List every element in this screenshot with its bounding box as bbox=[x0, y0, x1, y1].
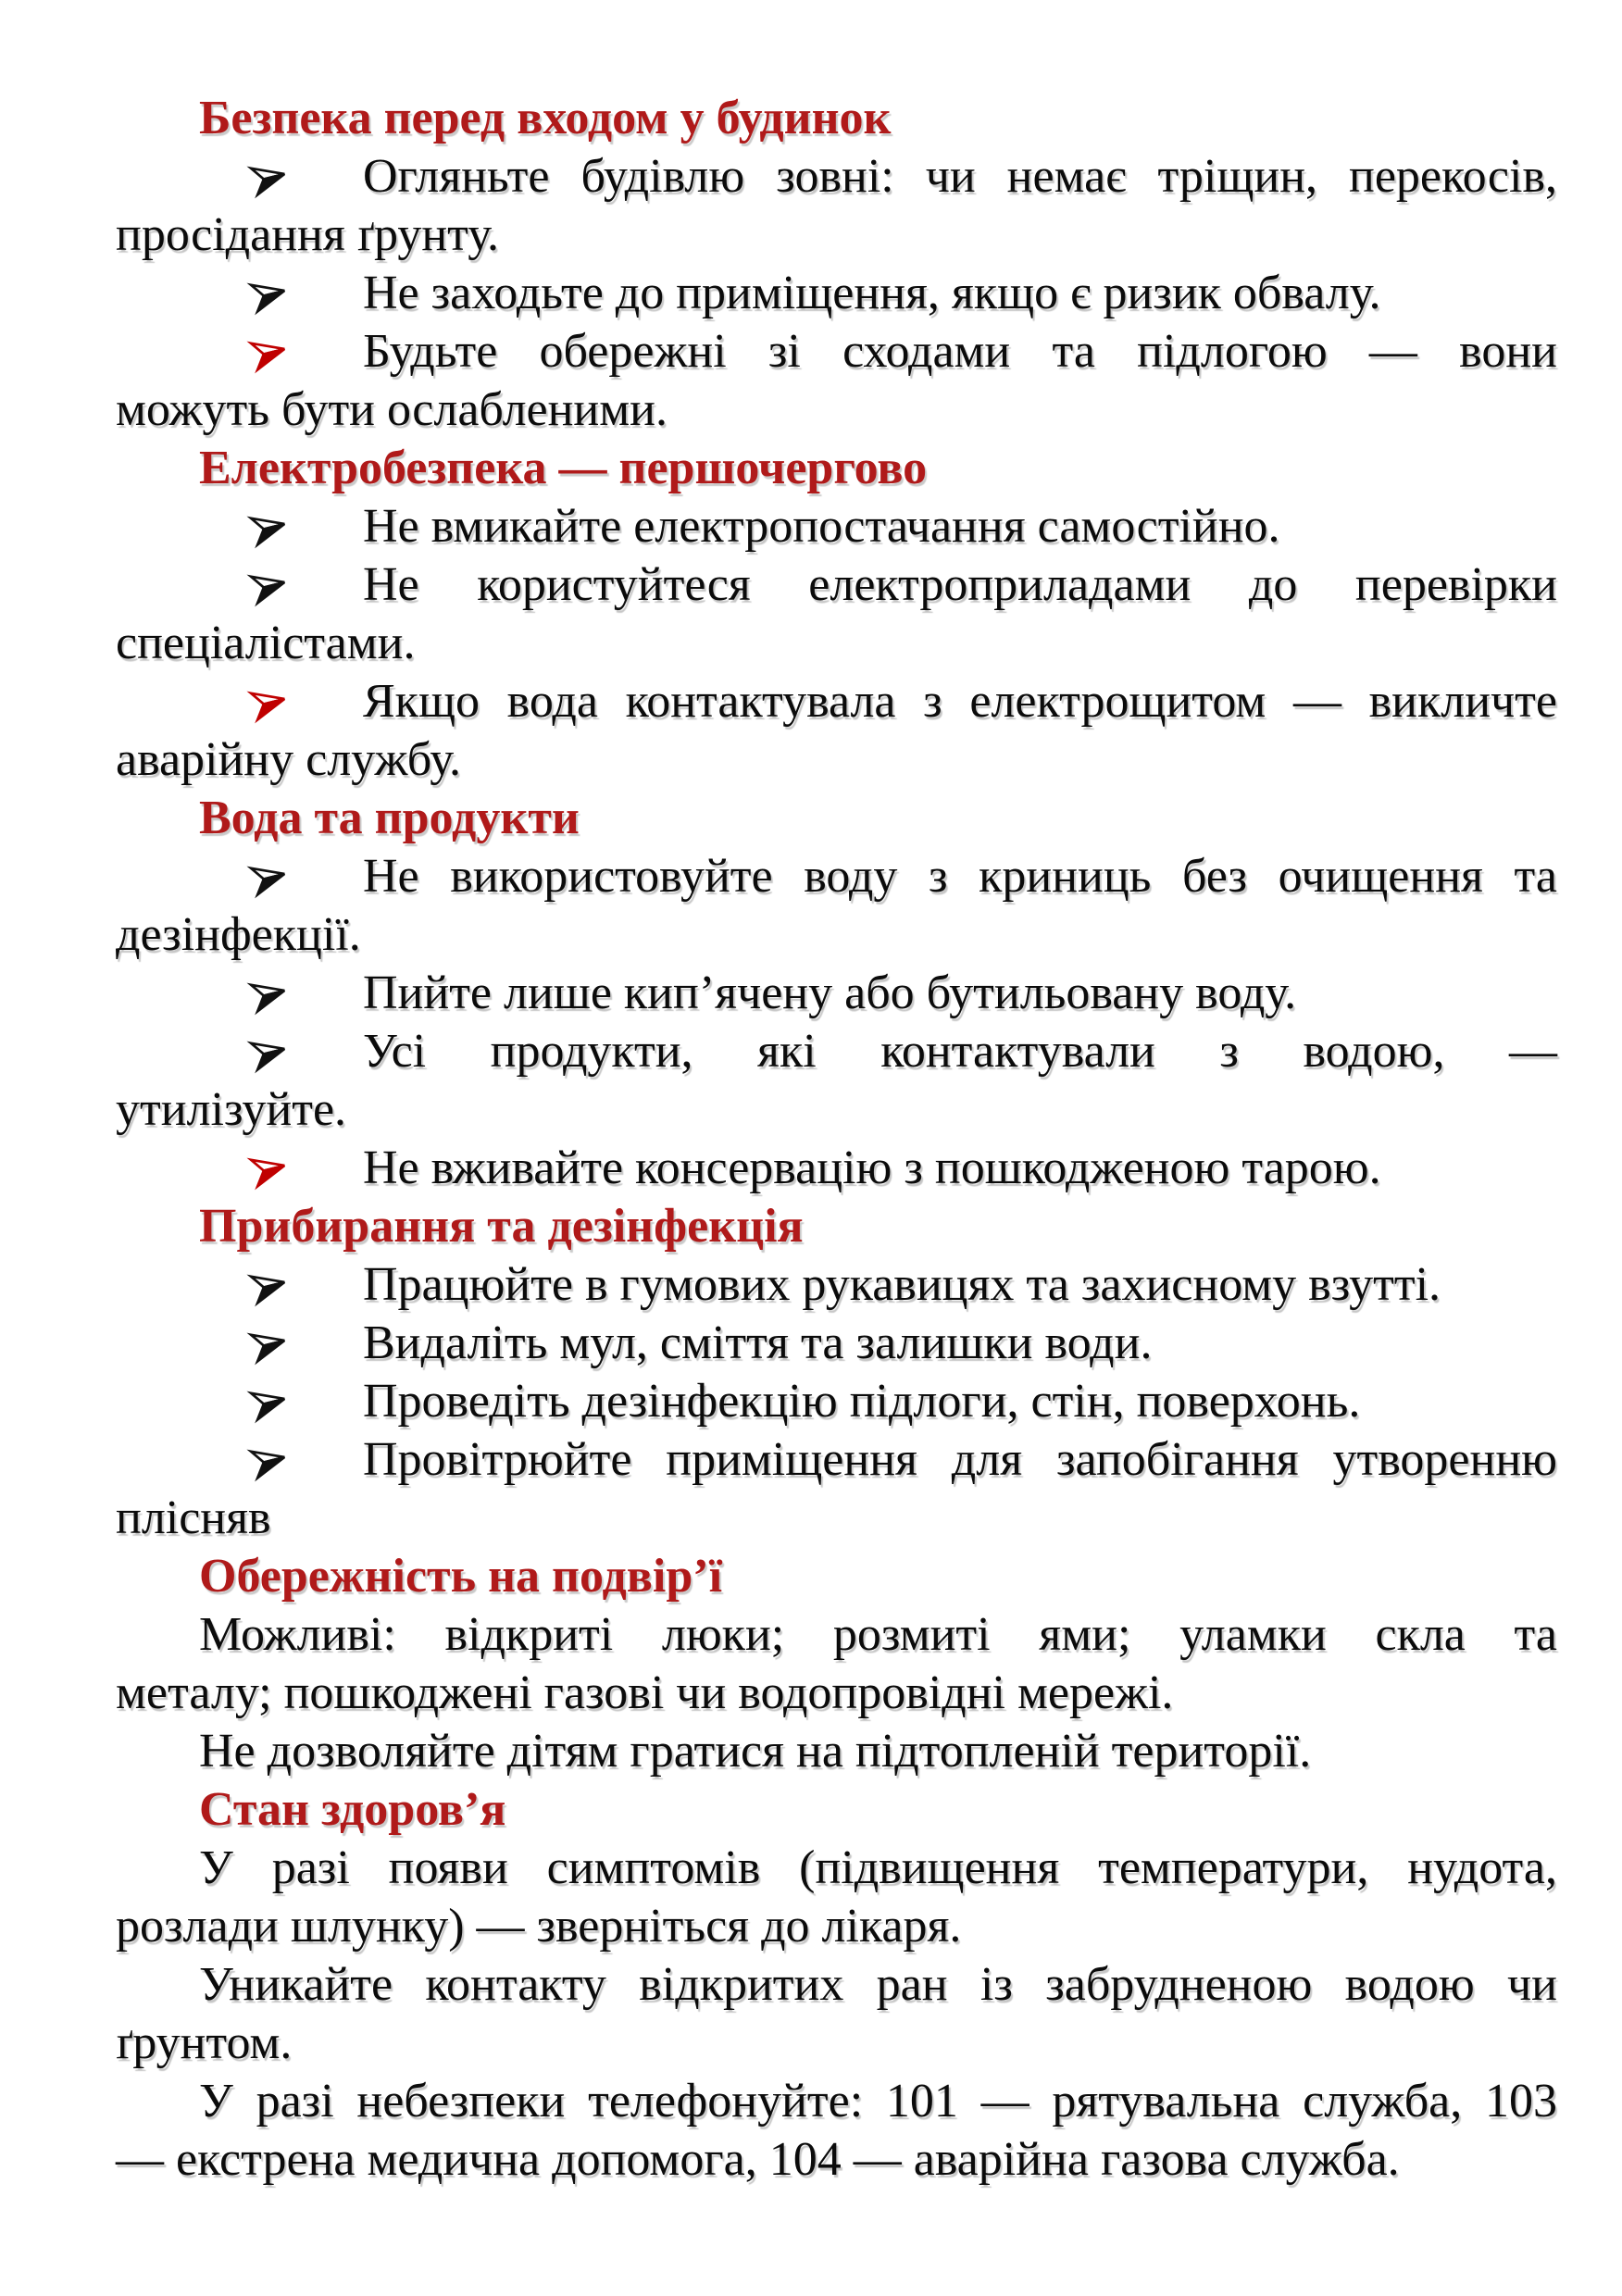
section-heading: Електробезпека — першочергово bbox=[199, 442, 928, 494]
line-text: — екстрена медична допомога, 104 — аварійна газова служба. bbox=[116, 2133, 1400, 2186]
bullet-tab-spacer bbox=[289, 599, 363, 600]
text-line bbox=[116, 964, 1557, 1022]
bullet-item bbox=[116, 964, 1557, 1022]
text-line bbox=[116, 147, 1557, 206]
line-text: Видаліть мул, сміття та залишки води. bbox=[363, 1316, 1153, 1369]
bullet-tab-spacer bbox=[289, 191, 363, 192]
bullet-item bbox=[116, 1139, 1557, 1197]
bullet-arrow-red-icon bbox=[246, 1146, 293, 1193]
text-line bbox=[116, 1664, 1557, 1722]
line-text: металу; пошкоджені газові чи водопровідні мережі. bbox=[116, 1666, 1174, 1719]
bullet-item bbox=[116, 847, 1557, 964]
bullet-item bbox=[116, 672, 1557, 789]
bullet-item bbox=[116, 1372, 1557, 1430]
text-line bbox=[116, 2072, 1557, 2130]
bullet-arrow-icon bbox=[246, 1321, 293, 1368]
bullet-tab-spacer bbox=[289, 366, 363, 367]
section bbox=[116, 1197, 1557, 1547]
bullet-arrow-icon bbox=[246, 1379, 293, 1427]
bullet-item bbox=[116, 1022, 1557, 1139]
bullet-arrow-icon bbox=[246, 1263, 293, 1310]
line-text: Будьте обережні зі сходами та підлогою — вони bbox=[363, 325, 1557, 378]
line-text: Пийте лише кип’ячену або бутильовану воду. bbox=[363, 967, 1297, 1019]
bullet-arrow-icon bbox=[246, 155, 293, 202]
bullet-arrow-red-icon bbox=[246, 680, 293, 727]
section-heading: Прибирання та дезінфекція bbox=[199, 1200, 804, 1253]
line-text: Не використовуйте воду з криниць без очищення та bbox=[363, 850, 1557, 903]
bullet-item bbox=[116, 264, 1557, 322]
bullet-arrow-icon bbox=[246, 971, 293, 1018]
line-text: Усі продукти, які контактували з водою, — bbox=[363, 1025, 1557, 1078]
text-line bbox=[116, 264, 1557, 322]
bullet-tab-spacer bbox=[289, 1182, 363, 1183]
text-line bbox=[116, 730, 1557, 789]
line-text: Уникайте контакту відкритих ран із забрудненою водою чи bbox=[199, 1958, 1557, 2011]
bullet-item bbox=[116, 1314, 1557, 1372]
line-text: утилізуйте. bbox=[116, 1083, 347, 1136]
line-text: Не заходьте до приміщення, якщо є ризик обвалу. bbox=[363, 267, 1381, 319]
text-line bbox=[116, 497, 1557, 555]
line-text: Не дозволяйте дітям гратися на підтопленій території. bbox=[199, 1725, 1312, 1778]
text-line bbox=[116, 1372, 1557, 1430]
line-text: дезінфекції. bbox=[116, 908, 361, 961]
line-text: аварійну службу. bbox=[116, 733, 461, 786]
bullet-tab-spacer bbox=[289, 1357, 363, 1358]
line-text: розлади шлунку) — зверніться до лікаря. bbox=[116, 1900, 962, 1953]
line-text: Не вживайте консервацію з пошкодженою тарою. bbox=[363, 1142, 1381, 1194]
bullet-arrow-icon bbox=[246, 1029, 293, 1077]
paragraph bbox=[116, 1605, 1557, 1722]
line-text: Не користуйтеся електроприладами до перевірки bbox=[363, 558, 1557, 611]
section-heading: Вода та продукти bbox=[199, 792, 580, 844]
bullet-arrow-icon bbox=[246, 271, 293, 318]
bullet-tab-spacer bbox=[289, 307, 363, 308]
paragraph bbox=[116, 1955, 1557, 2072]
bullet-arrow-icon bbox=[246, 855, 293, 902]
bullet-arrow-icon bbox=[246, 505, 293, 552]
line-text: Огляньте будівлю зовні: чи немає тріщин, перекосів, bbox=[363, 150, 1557, 203]
text-line bbox=[116, 2014, 1557, 2072]
line-text: Працюйте в гумових рукавицях та захисному взутті. bbox=[363, 1258, 1441, 1311]
text-line bbox=[116, 1139, 1557, 1197]
line-text: можуть бути ослабленими. bbox=[116, 383, 668, 436]
text-line bbox=[116, 1430, 1557, 1489]
text-line bbox=[116, 322, 1557, 381]
bullet-arrow-icon bbox=[246, 563, 293, 610]
bullet-arrow-red-icon bbox=[246, 330, 293, 377]
document-content bbox=[116, 89, 1557, 2189]
text-line bbox=[116, 905, 1557, 964]
text-line bbox=[116, 1605, 1557, 1664]
text-line bbox=[116, 1722, 1557, 1780]
text-line bbox=[116, 1489, 1557, 1547]
bullet-item bbox=[116, 1255, 1557, 1314]
text-line bbox=[116, 1255, 1557, 1314]
bullet-tab-spacer bbox=[289, 1007, 363, 1008]
line-text: ґрунтом. bbox=[116, 2016, 293, 2069]
section bbox=[116, 1547, 1557, 1780]
text-line bbox=[116, 2130, 1557, 2189]
text-line bbox=[116, 1897, 1557, 1955]
text-line bbox=[116, 555, 1557, 614]
text-line bbox=[116, 1022, 1557, 1080]
bullet-tab-spacer bbox=[289, 541, 363, 542]
line-text: плісняв bbox=[116, 1491, 271, 1544]
paragraph bbox=[116, 1839, 1557, 1955]
text-line bbox=[116, 206, 1557, 264]
line-text: Провітрюйте приміщення для запобігання утворенню bbox=[363, 1433, 1557, 1486]
bullet-item bbox=[116, 497, 1557, 555]
bullet-item bbox=[116, 322, 1557, 439]
bullet-item bbox=[116, 147, 1557, 264]
text-line bbox=[116, 614, 1557, 672]
section-heading: Обережність на подвір’ї bbox=[199, 1550, 723, 1603]
text-line bbox=[116, 1080, 1557, 1139]
text-line bbox=[116, 381, 1557, 439]
bullet-tab-spacer bbox=[289, 1474, 363, 1475]
section bbox=[116, 439, 1557, 789]
section-heading: Безпека перед входом у будинок bbox=[199, 92, 892, 144]
text-line bbox=[116, 1839, 1557, 1897]
line-text: Не вмикайте електропостачання самостійно. bbox=[363, 500, 1280, 553]
bullet-tab-spacer bbox=[289, 716, 363, 717]
bullet-tab-spacer bbox=[289, 1066, 363, 1067]
bullet-arrow-icon bbox=[246, 1438, 293, 1485]
section bbox=[116, 1780, 1557, 2189]
paragraph bbox=[116, 2072, 1557, 2189]
text-line bbox=[116, 847, 1557, 905]
line-text: просідання ґрунту. bbox=[116, 208, 499, 261]
paragraph bbox=[116, 1722, 1557, 1780]
text-line bbox=[116, 1314, 1557, 1372]
text-line bbox=[116, 672, 1557, 730]
line-text: У разі небезпеки телефонуйте: 101 — рятувальна служба, 103 bbox=[199, 2075, 1557, 2128]
line-text: Якщо вода контактувала з електрощитом — викличте bbox=[363, 675, 1557, 728]
section-heading: Стан здоров’я bbox=[199, 1783, 506, 1836]
bullet-item bbox=[116, 555, 1557, 672]
bullet-tab-spacer bbox=[289, 1299, 363, 1300]
bullet-item bbox=[116, 1430, 1557, 1547]
text-line bbox=[116, 1955, 1557, 2014]
section bbox=[116, 789, 1557, 1197]
bullet-tab-spacer bbox=[289, 891, 363, 892]
line-text: Проведіть дезінфекцію підлоги, стін, поверхонь. bbox=[363, 1375, 1361, 1428]
line-text: спеціалістами. bbox=[116, 617, 416, 669]
section bbox=[116, 89, 1557, 439]
line-text: У разі появи симптомів (підвищення температури, нудота, bbox=[199, 1841, 1557, 1894]
line-text: Можливі: відкриті люки; розмиті ями; уламки скла та bbox=[199, 1608, 1557, 1661]
